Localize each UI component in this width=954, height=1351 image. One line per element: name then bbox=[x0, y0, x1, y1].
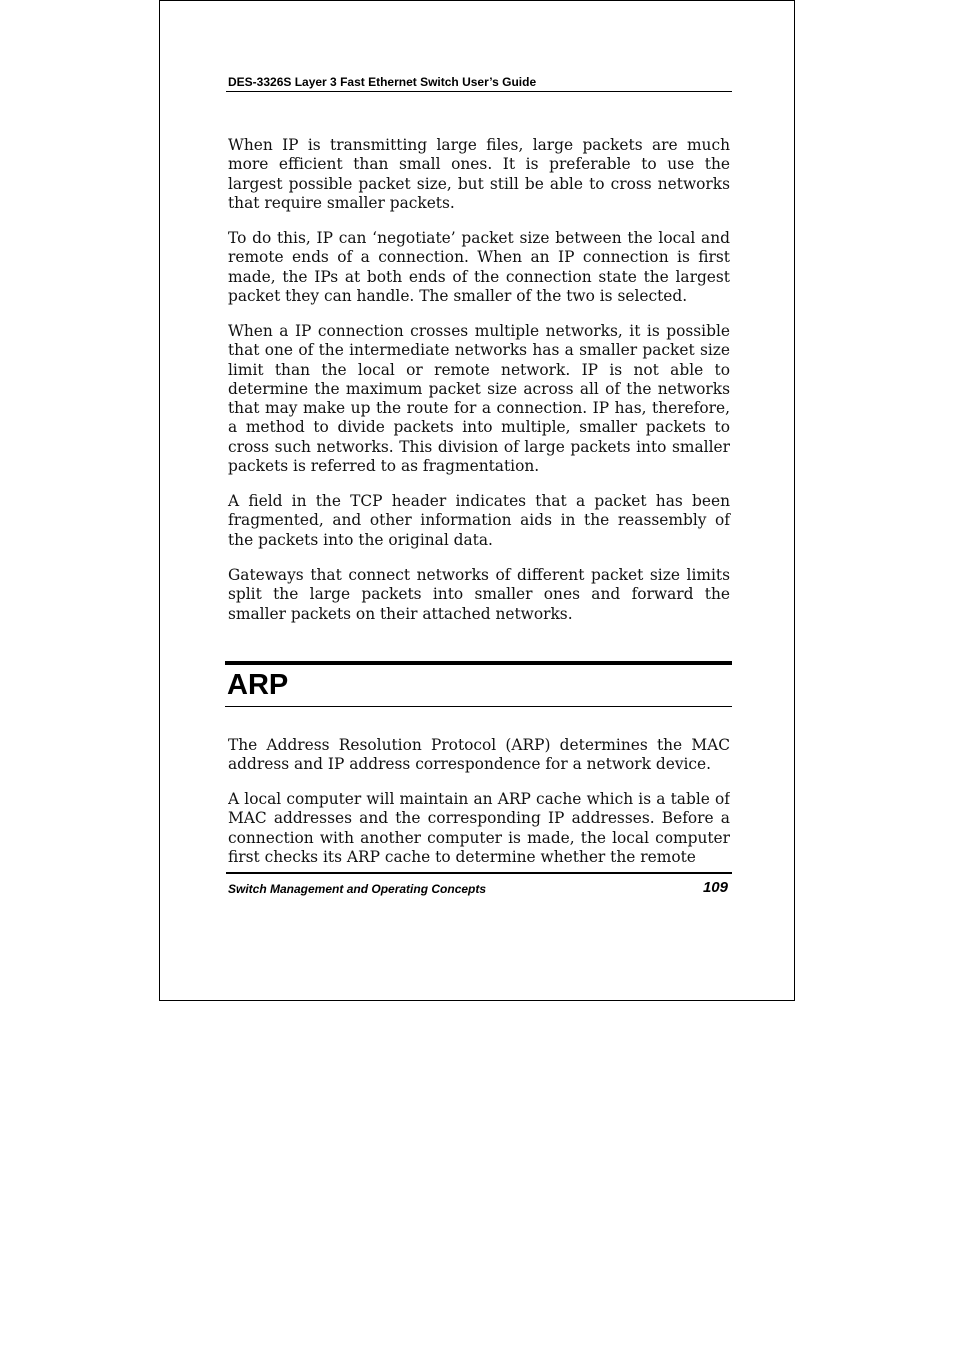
paragraph-tcp-header: A field in the TCP header indicates that a packet has been fragmented, and other information aids in the reassembly of the packets into the original data. bbox=[228, 492, 730, 549]
paragraph-fragmentation: When a IP connection crosses multiple networks, it is possible that one of the intermediate networks has a smaller packet size limit than the local or remote network. IP is not able to determine the maximum packet size across all of the networks that may make up the route for a connection. IP has, therefore, a method to divide packets into multiple, smaller packets to cross such networks. This division of large packets into smaller packets is referred to as fragmentation. bbox=[228, 322, 730, 476]
footer-divider bbox=[226, 872, 732, 874]
paragraph-negotiate-size: To do this, IP can ‘negotiate’ packet size between the local and remote ends of a connection. When an IP connection is first made, the IPs at both ends of the connection state the largest packet they can handle. The smaller of the two is selected. bbox=[228, 229, 730, 305]
footer-section-name: Switch Management and Operating Concepts bbox=[228, 882, 487, 896]
running-header: DES-3326S Layer 3 Fast Ethernet Switch User’s Guide bbox=[228, 75, 537, 89]
section-divider-bottom bbox=[225, 706, 732, 707]
page-number: 109 bbox=[702, 879, 728, 896]
section-heading: ARP bbox=[227, 669, 289, 701]
paragraph-gateways: Gateways that connect networks of different packet size limits split the large packets into smaller ones and forward the smaller packets on their attached networks. bbox=[228, 566, 730, 623]
header-divider bbox=[226, 91, 732, 92]
paragraph-arp-cache: A local computer will maintain an ARP cache which is a table of MAC addresses and the corresponding IP addresses. Before a connection with another computer is made, the local computer first checks its ARP cache to determine whether the remote bbox=[228, 790, 730, 866]
paragraph-arp-definition: The Address Resolution Protocol (ARP) determines the MAC address and IP address correspondence for a network device. bbox=[228, 736, 730, 774]
section-divider-top bbox=[225, 661, 732, 665]
paragraph-large-packets: When IP is transmitting large files, large packets are much more efficient than small ones. It is preferable to use the largest possible packet size, but still be able to cross networks that require smaller packets. bbox=[228, 136, 730, 212]
